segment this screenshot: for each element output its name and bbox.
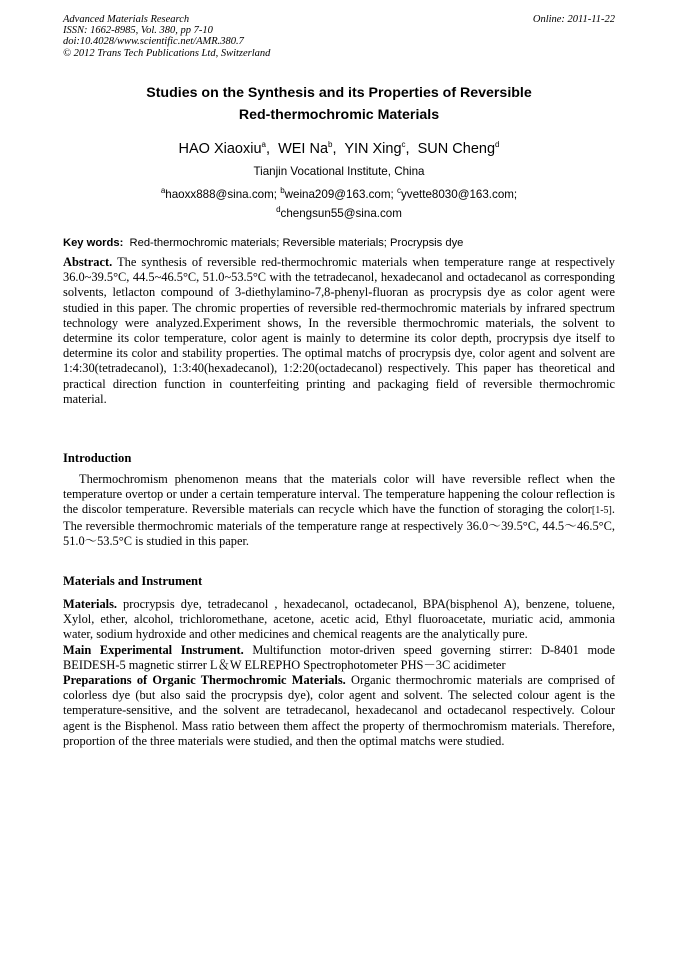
email-4[interactable]: chengsun55@sina.com <box>280 206 402 220</box>
doi-line: doi:10.4028/www.scientific.net/AMR.380.7 <box>63 36 244 48</box>
instrument-label: Main Experimental Instrument. <box>63 642 244 657</box>
keywords-label: Key words: <box>63 237 124 249</box>
email-4-sup: d <box>276 204 281 214</box>
abstract-text: The synthesis of reversible red-thermochromic materials when temperature range at respectively 36.0~39.5°C, 44.5~46.5°C, 51.0~53.5°C with the tetradecanol, hexadecanol and octadecanol as corresponding solvents, letlacton compound of 3-diethylamino-7,8-phenyl-fluoran as procrypsis dye as color agent were studied in this paper. The chromic properties of reversible red-thermochromic materials by infrared spectrum technology were analyzed.Experiment shows, In the reversible thermochromic materials, the solvent to determine its color temperature, color agent is mainly to determine its color depth, procrypsis dye itself to determine its color and stability properties. The optimal matchs of procrypsis dye, color agent and solvent are 1:4:30(tetradecanol), 1:3:40(hexadecanol), 1:2:20(octadecanol) respectively. This paper has theoretical and practical direction function in counterfeiting printing and packaging field of reversible thermochromic material. <box>63 255 615 406</box>
abstract <box>63 255 615 407</box>
materials-label: Materials. <box>63 597 118 611</box>
materials-section <box>63 597 615 749</box>
author-2-affiliation: b <box>328 140 333 149</box>
copyright-line: © 2012 Trans Tech Publications Ltd, Switzerland <box>63 47 271 59</box>
materials-paragraph <box>63 597 615 643</box>
email-1-sup: a <box>160 186 166 195</box>
title-line-2: Red-thermochromic Materials <box>238 107 440 123</box>
author-4: SUN Cheng <box>417 140 496 157</box>
author-4-affiliation: d <box>495 140 500 149</box>
keywords <box>63 236 615 251</box>
journal-header <box>63 14 270 59</box>
online-date: Online: 2011-11-22 <box>532 14 615 25</box>
author-1-affiliation: a <box>261 140 266 149</box>
introduction-heading: Introduction <box>63 451 132 465</box>
abstract-label: Abstract. <box>63 255 113 269</box>
author-list: HAO Xiaoxiu$^a$, WEI Na$^b$, YIN Xing$^c$, SUN Cheng$^d$ <box>178 140 500 157</box>
email-list <box>63 183 615 221</box>
institution: Tianjin Vocational Institute, China <box>253 165 425 178</box>
email-1[interactable]: haoxx888@sina.com; <box>165 187 277 201</box>
paper-title <box>63 82 615 126</box>
issn-line: ISSN: 1662-8985, Vol. 380, pp 7-10 <box>63 25 213 37</box>
email-3-sup: c <box>396 186 401 195</box>
introduction-paragraph <box>63 472 615 549</box>
email-2-sup: b <box>280 186 285 195</box>
preparation-label: Preparations of Organic Thermochromic Materials. <box>63 673 346 688</box>
introduction-text-b: . The reversible thermochromic materials of the temperature range at respectively 36.0～39.5°C, 44.5～46.5°C, 51.0～53.5°C is studied in this paper. <box>63 502 615 548</box>
title-line-1: Studies on the Synthesis and its Properties of Reversible <box>146 85 532 101</box>
author-3: YIN Xing <box>344 140 402 157</box>
author-3-affiliation: c <box>401 140 406 149</box>
preparation-paragraph <box>63 673 615 749</box>
author-2: WEI Na <box>278 140 329 157</box>
introduction-text-a: Thermochromism phenomenon means that the materials color will have reversible reflect when the temperature overtop or under a certain temperature interval. The temperature happening the colour reflection is the discolor temperature. Reversible materials can recycle which have the function of storaging the color <box>63 472 615 517</box>
materials-text: procrypsis dye, tetradecanol , hexadecanol, octadecanol, BPA(bisphenol A), benzene, toluene, Xylol, ether, alcohol, trichloromethane, acetone, acetic acid, Ethyl fluoroacetate, muriatic acid, ammonia water, sodium hydroxide and other medicines and chemical reagents are the analytically pure. <box>63 597 615 642</box>
preparation-text: Organic thermochromic materials are comprised of colorless dye (but also said the procrypsis dye), color agent and solvent. The selected colour agent is the temperature-sensitive, and the solvent are tetradecanol, hexadecanol and octadecanol respectively. Colour agent is the Bisphenol. Mass ratio between them affect the property of thermochromism materials. Therefore, proportion of the three materials were studied, and then the optimal matchs were studied. <box>63 673 616 748</box>
instrument-text: Multifunction motor-driven speed governing stirrer: D-8401 mode BEIDESH-5 magnetic stirrer L＆W ELREPHO Spectrophotometer PHS－3C acidimeter <box>63 642 615 672</box>
citation-ref[interactable]: [1-5] <box>591 505 612 517</box>
materials-heading: Materials and Instrument <box>63 574 203 588</box>
email-2[interactable]: weina209@163.com; <box>284 187 394 201</box>
email-3[interactable]: yvette8030@163.com; <box>400 187 518 201</box>
keywords-text: Red-thermochromic materials; Reversible materials; Procrypsis dye <box>129 237 464 249</box>
author-1: HAO Xiaoxiu <box>178 140 262 157</box>
instrument-paragraph <box>63 643 615 673</box>
journal-name: Advanced Materials Research <box>63 14 190 25</box>
